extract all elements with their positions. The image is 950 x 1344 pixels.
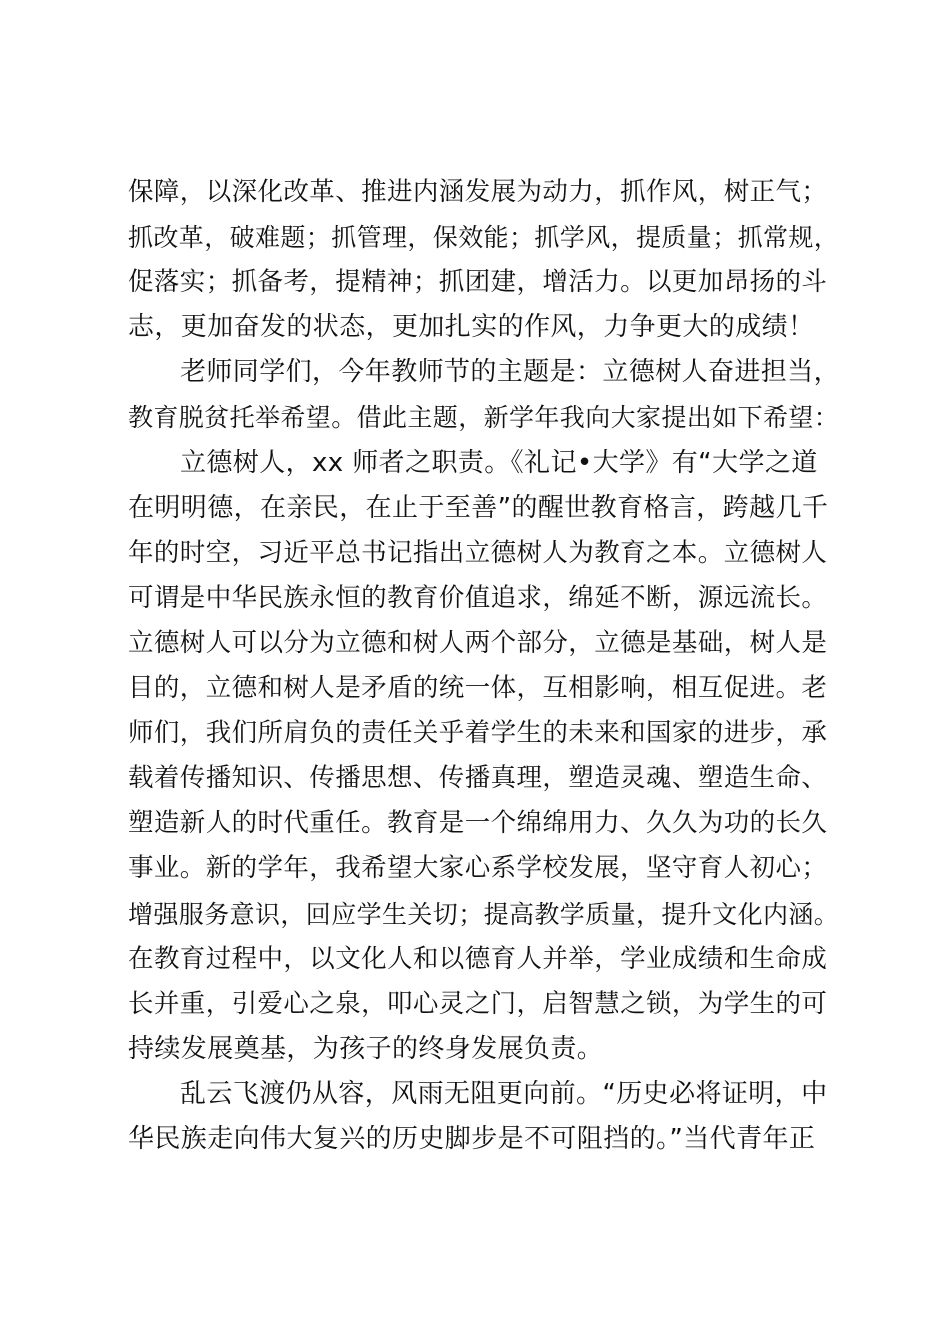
text-line: 事业。新的学年，我希望大家心系学校发展，坚守育人初心；: [128, 853, 828, 884]
text-line: 教育脱贫托举希望。借此主题，新学年我向大家提出如下希望：: [128, 403, 840, 433]
text-line: 在教育过程中，以文化人和以德育人并举，学业成绩和生命成: [128, 943, 828, 974]
paragraph-first-line: 乱云飞渡仍从容，风雨无阻更向前。“历史必将证明，中: [180, 1078, 828, 1109]
text-line: 持续发展奠基，为孩子的终身发展负责。: [128, 1033, 604, 1064]
paragraph-first-line: 老师同学们，今年教师节的主题是：立德树人奋进担当，: [180, 357, 841, 388]
text-line: 华民族走向伟大复兴的历史脚步是不可阻挡的。”当代青年正: [128, 1123, 816, 1154]
text-line: 保障，以深化改革、推进内涵发展为动力，抓作风，树正气；: [128, 177, 828, 207]
body-text: [128, 170, 840, 1162]
text-line: 目的，立德和树人是矛盾的统一体，互相影响，相互促进。老: [128, 673, 828, 704]
text-line: 年的时空，习近平总书记指出立德树人为教育之本。立德树人: [128, 537, 828, 568]
text-line: 师们，我们所肩负的责任关乎着学生的未来和国家的进步，承: [128, 718, 828, 749]
text-line: 立德树人可以分为立德和树人两个部分，立德是基础，树人是: [128, 627, 828, 658]
text-line: 增强服务意识，回应学生关切；提高教学质量，提升文化内涵。: [128, 899, 840, 929]
text-line: 载着传播知识、传播思想、传播真理，塑造灵魂、塑造生命、: [128, 763, 828, 794]
text-line: 可谓是中华民族永恒的教育价值追求，绵延不断，源远流长。: [128, 582, 828, 613]
text-line: 抓改革，破难题；抓管理，保效能；抓学风，提质量；抓常规，: [128, 223, 840, 253]
text-line: 长并重，引爱心之泉，叩心灵之门，启智慧之锁，为学生的可: [128, 988, 828, 1019]
text-line: 在明明德，在亲民，在止于至善”的醒世教育格言，跨越几千: [128, 492, 829, 523]
text-line: 塑造新人的时代重任。教育是一个绵绵用力、久久为功的长久: [128, 808, 828, 839]
paragraph-first-line: 立德树人，xx 师者之职责。《礼记•大学》有“大学之道: [180, 447, 818, 478]
text-line: 促落实；抓备考，提精神；抓团建，增活力。以更加昂扬的斗: [128, 267, 828, 298]
text-line: 志，更加奋发的状态，更加扎实的作风，力争更大的成绩！: [128, 312, 815, 343]
